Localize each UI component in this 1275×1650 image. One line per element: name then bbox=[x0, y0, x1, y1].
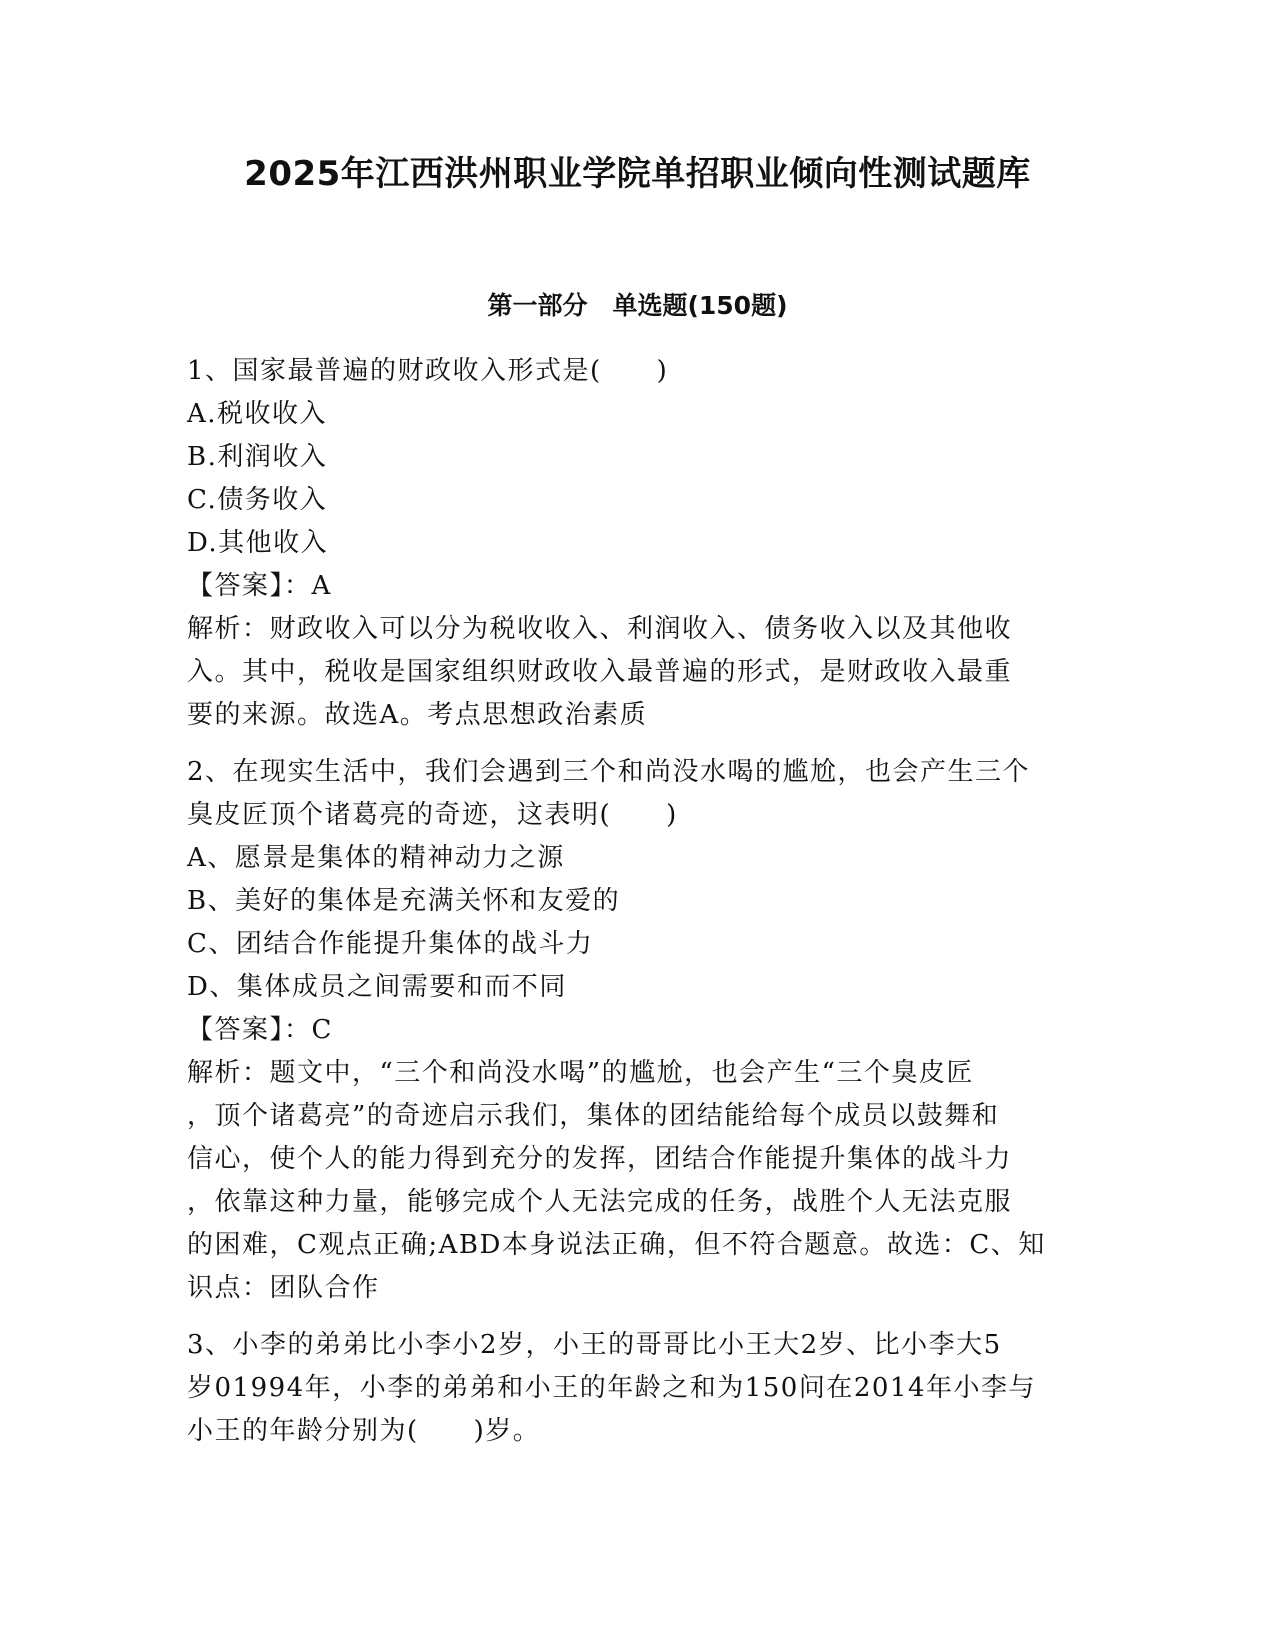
answer-line bbox=[187, 565, 1077, 608]
analysis-line: 的困难，C观点正确;ABD本身说法正确，但不符合题意。故选：C、知 bbox=[187, 1230, 1046, 1260]
question-list bbox=[187, 350, 1077, 1467]
answer-label: 【答案】： bbox=[187, 1015, 312, 1045]
option-d: D.其他收入 bbox=[187, 528, 329, 558]
option-d: D、集体成员之间需要和而不同 bbox=[187, 972, 567, 1002]
analysis-line: 信心，使个人的能力得到充分的发挥，团结合作能提升集体的战斗力 bbox=[187, 1144, 1013, 1174]
option-b: B、美好的集体是充满关怀和友爱的 bbox=[187, 886, 621, 916]
option-c: C.债务收入 bbox=[187, 485, 328, 515]
answer-value: A bbox=[311, 571, 332, 601]
analysis-line: 识点：团队合作 bbox=[187, 1273, 380, 1303]
answer-value: C bbox=[311, 1015, 333, 1045]
section-title: 第一部分 单选题(150题) bbox=[487, 291, 788, 320]
analysis-line: 解析：题文中，“三个和尚没水喝”的尴尬，也会产生“三个臭皮匠 bbox=[187, 1058, 974, 1088]
question-stem: 岁01994年，小李的弟弟和小王的年龄之和为150问在2014年小李与 bbox=[187, 1373, 1037, 1403]
question-1 bbox=[187, 350, 1077, 737]
question-stem: 1、国家最普遍的财政收入形式是( ) bbox=[187, 356, 669, 386]
question-stem: 3、小李的弟弟比小李小2岁，小王的哥哥比小王大2岁、比小李大5 bbox=[187, 1330, 1002, 1360]
question-stem: 小王的年龄分别为( )岁。 bbox=[187, 1416, 541, 1446]
answer-label: 【答案】： bbox=[187, 571, 312, 601]
analysis-line: 解析：财政收入可以分为税收收入、利润收入、债务收入以及其他收 bbox=[187, 614, 1013, 644]
option-b: B.利润收入 bbox=[187, 442, 328, 472]
analysis-line: ，顶个诸葛亮”的奇迹启示我们，集体的团结能给每个成员以鼓舞和 bbox=[187, 1101, 1000, 1131]
question-3 bbox=[187, 1324, 1077, 1453]
option-c: C、团结合作能提升集体的战斗力 bbox=[187, 929, 594, 959]
option-a: A、愿景是集体的精神动力之源 bbox=[187, 843, 565, 873]
document-title: 2025年江西洪州职业学院单招职业倾向性测试题库 bbox=[244, 154, 1031, 194]
analysis-line: 入。其中，税收是国家组织财政收入最普遍的形式，是财政收入最重 bbox=[187, 657, 1013, 687]
analysis-line: ，依靠这种力量，能够完成个人无法完成的任务，战胜个人无法克服 bbox=[187, 1187, 1013, 1217]
question-stem: 臭皮匠顶个诸葛亮的奇迹，这表明( ) bbox=[187, 800, 678, 830]
option-a: A.税收收入 bbox=[187, 399, 328, 429]
answer-line bbox=[187, 1009, 1077, 1052]
analysis-line: 要的来源。故选A。考点思想政治素质 bbox=[187, 700, 648, 730]
question-stem: 2、在现实生活中，我们会遇到三个和尚没水喝的尴尬，也会产生三个 bbox=[187, 757, 1031, 787]
question-2 bbox=[187, 751, 1077, 1310]
